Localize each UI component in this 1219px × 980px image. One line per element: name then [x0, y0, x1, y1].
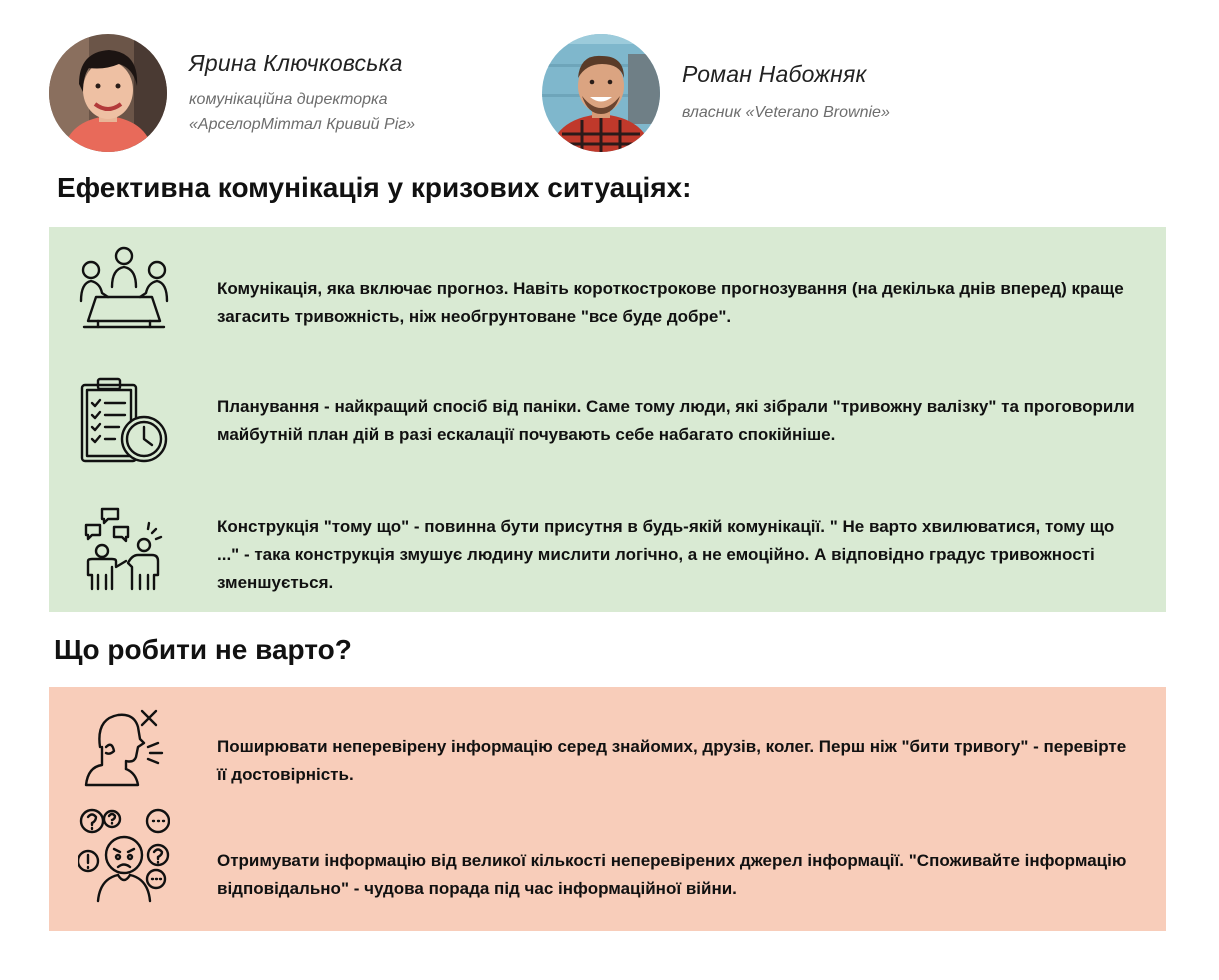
tip-planning-text: Планування - найкращий спосіб від паніки. Саме тому люди, які зібрали "тривожну валізку" та проговорили майбутній план дій в разі ескалації почувають себе набагато спокійніше. [217, 397, 1135, 444]
confused-person-icon [78, 807, 170, 908]
list-item [49, 707, 1166, 791]
list-item [49, 505, 1166, 595]
speaker-role: власник «Veterano Brownie» [682, 104, 890, 121]
speaker-name: Роман Набожняк [682, 61, 867, 87]
shouting-person-icon [78, 707, 170, 794]
meeting-icon [78, 245, 170, 340]
avoid-unverified-text: Поширювати неперевірену інформацію серед знайомих, друзів, колег. Перш ніж "бити тривогу" - перевірте її достовірність. [217, 737, 1127, 784]
tip-forecast-text: Комунікація, яка включає прогноз. Навіть короткострокове прогнозування (на декілька днів вперед) краще загасить тривожність, ніж необгрунтоване "все буде добре". [217, 279, 1124, 326]
good-practices-panel [49, 227, 1166, 612]
list-item [49, 245, 1166, 335]
speaker-company: «АрселорМіттал Кривий Ріг» [189, 115, 416, 133]
avoid-many-sources-text: Отримувати інформацію від великої кількості неперевірених джерел інформації. "Споживайте інформацію відповідально" - чудова порада під час інформаційної війни. [217, 851, 1127, 898]
list-item [49, 377, 1166, 467]
list-item [49, 807, 1166, 903]
speaker-name: Ярина Ключковська [189, 49, 403, 76]
avatar [49, 34, 167, 152]
clipboard-clock-icon [78, 377, 170, 472]
speaker-role: комунікаційна директорка [189, 90, 388, 108]
avatar [542, 34, 660, 152]
speaker-card-1 [49, 34, 415, 152]
bad-practices-panel [49, 687, 1166, 931]
speaker-card-2 [542, 34, 890, 152]
section-title-effective-communication: Ефективна комунікація у кризових ситуаціях: [57, 172, 692, 203]
tip-because-text: Конструкція "тому що" - повинна бути присутня в будь-якій комунікації. " Не варто хвилюватися, тому що ..." - така конструкція змушує людину мислити логічно, а не емоційно. А відповідно градус тривожності зменшується. [217, 517, 1115, 592]
section-title-what-not-to-do: Що робити не варто? [54, 634, 352, 665]
conversation-icon [78, 505, 170, 600]
